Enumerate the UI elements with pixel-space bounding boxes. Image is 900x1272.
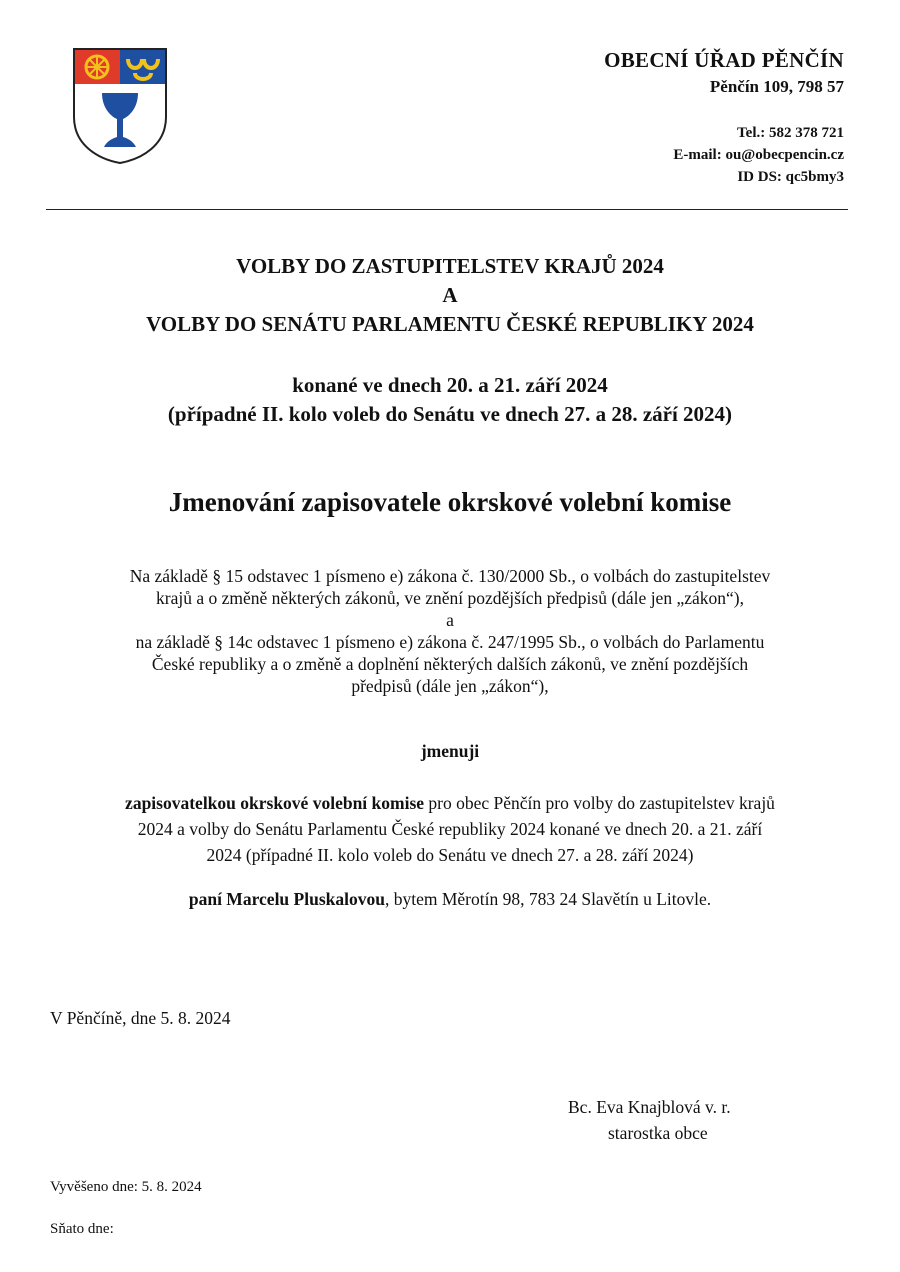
person-address: , bytem Měrotín 98, 783 24 Slavětín u Litovle. <box>384 889 712 909</box>
office-block <box>604 48 844 97</box>
header-divider <box>46 209 848 210</box>
election-dates <box>40 371 860 429</box>
signature-block <box>568 1094 731 1146</box>
legal-basis <box>40 565 860 697</box>
resolution-line-1-rest: pro obec Pěnčín pro volby do zastupitelstev krajů <box>424 793 775 813</box>
dates-line-1: konané ve dnech 20. a 21. září 2024 <box>292 373 608 397</box>
contact-block <box>673 122 844 188</box>
email-address: E-mail: ou@obecpencin.cz <box>673 147 844 163</box>
election-title <box>40 252 860 339</box>
basis-line: Na základě § 15 odstavec 1 písmeno e) zákona č. 130/2000 Sb., o volbách do zastupitelstev <box>129 566 771 586</box>
title-line-2: A <box>442 283 458 307</box>
posted-date: Vyvěšeno dne: 5. 8. 2024 <box>50 1179 202 1195</box>
resolution-line-2: 2024 a volby do Senátu Parlamentu České republiky 2024 konané ve dnech 20. a 21. září <box>137 819 763 839</box>
basis-line: krajů a o změně některých zákonů, ve znění pozdějších předpisů (dále jen „zákon“), <box>156 588 744 608</box>
posting-info <box>50 1166 202 1250</box>
basis-line: České republiky a o změně a doplnění některých dalších zákonů, ve znění pozdějších <box>151 654 749 674</box>
office-address: Pěnčín 109, 798 57 <box>709 77 844 96</box>
phone-number: Tel.: 582 378 721 <box>737 125 844 141</box>
resolution-line-3: 2024 (případné II. kolo voleb do Senátu ve dnech 27. a 28. září 2024) <box>206 845 694 865</box>
resolution-text <box>40 790 860 868</box>
person-name: paní Marcelu Pluskalovou <box>188 889 385 909</box>
signatory-name: Bc. Eva Knajblová v. r. <box>568 1097 731 1117</box>
title-line-3: VOLBY DO SENÁTU PARLAMENTU ČESKÉ REPUBLIKY 2024 <box>146 312 754 336</box>
role-title: zapisovatelkou okrskové volební komise <box>125 793 425 813</box>
coat-of-arms-icon <box>72 47 168 165</box>
removed-date: Sňato dne: <box>50 1221 114 1237</box>
dates-line-2: (případné II. kolo voleb do Senátu ve dnech 27. a 28. září 2024) <box>167 402 733 426</box>
appoint-word: jmenuji <box>420 741 480 761</box>
basis-line: na základě § 14c odstavec 1 písmeno e) zákona č. 247/1995 Sb., o volbách do Parlamentu <box>135 632 765 652</box>
place-and-date: V Pěnčíně, dne 5. 8. 2024 <box>50 1008 231 1028</box>
basis-line: předpisů (dále jen „zákon“), <box>351 676 549 696</box>
document-heading: Jmenování zapisovatele okrskové volební komise <box>168 487 732 517</box>
office-name: OBECNÍ ÚŘAD PĚNČÍN <box>604 48 844 72</box>
basis-line: a <box>446 610 454 630</box>
signatory-role: starostka obce <box>608 1123 708 1143</box>
data-box-id: ID DS: qc5bmy3 <box>737 169 844 185</box>
resolution-line-1 <box>40 790 860 816</box>
title-line-1: VOLBY DO ZASTUPITELSTEV KRAJŮ 2024 <box>236 254 664 278</box>
appointed-person <box>40 889 860 910</box>
